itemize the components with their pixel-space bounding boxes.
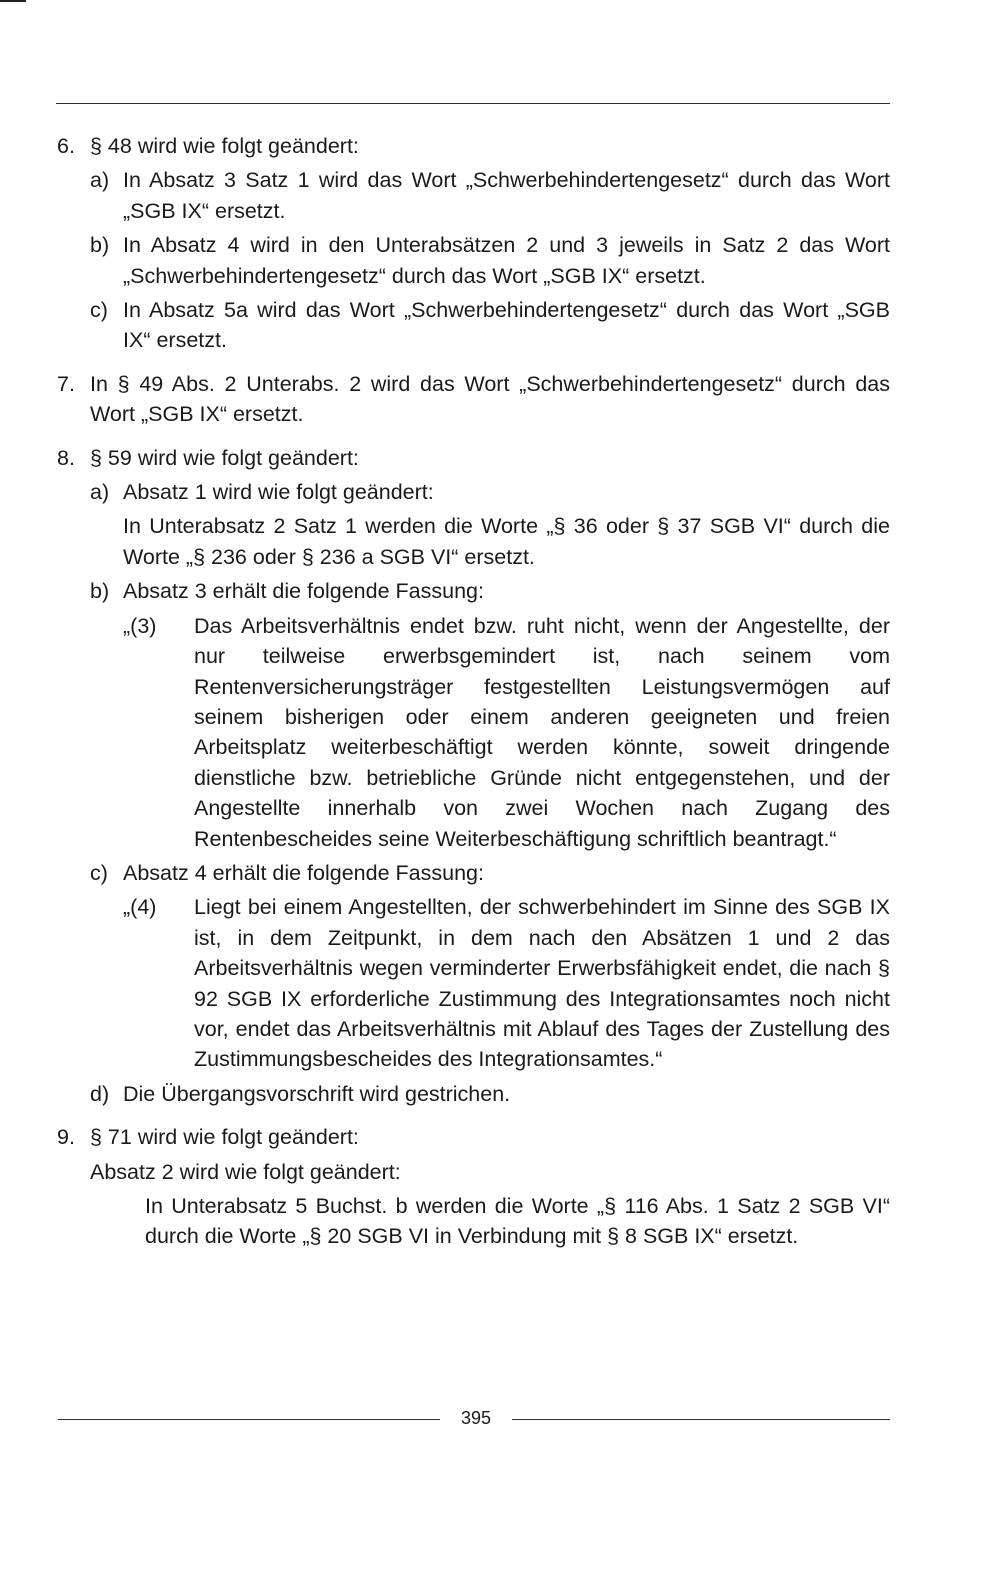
list-item-7 — [57, 369, 890, 430]
top-rule — [56, 103, 890, 104]
quote-text: Liegt bei einem Angestellten, der schwerbehindert im Sinne des SGB IX ist, in dem Zeitpunkt, in dem nach den Absätzen 1 und 2 das Arbeitsverhältnis wegen verminderter Erwerbsfähigkeit endet, die nach § 92 SGB IX erforderliche Zustimmung des Integrationsamtes noch nicht vor, endet das Arbeitsverhältnis mit Ablauf des Tages der Zustellung des Zustimmungsbescheides des Integrationsamtes.“ — [194, 895, 890, 1072]
quote-label: „(3) — [123, 613, 157, 638]
item-heading: § 59 wird wie folgt geändert: — [90, 445, 359, 470]
item-text: In § 49 Abs. 2 Unterabs. 2 wird das Wort „Schwerbehindertengesetz“ durch das Wort „SGB IX“ ersetzt. — [90, 371, 890, 427]
sub-label: c) — [90, 860, 108, 885]
sub-label: d) — [90, 1081, 110, 1106]
sub-text: Absatz 4 erhält die folgende Fassung: — [123, 860, 484, 885]
sub-body: In Unterabsatz 2 Satz 1 werden die Worte „§ 36 oder § 37 SGB VI“ durch die Worte „§ 236 oder § 236 a SGB VI“ ersetzt. — [123, 514, 890, 569]
sub-text: In Absatz 3 Satz 1 wird das Wort „Schwerbehindertengesetz“ durch das Wort „SGB IX“ ersetzt. — [123, 168, 890, 223]
item-heading: § 71 wird wie folgt geändert: — [90, 1125, 359, 1150]
list-item-6 — [57, 131, 890, 356]
sub-item-d — [90, 1079, 890, 1109]
sub-item-c — [90, 858, 890, 1075]
sub-text: Absatz 1 wird wie folgt geändert: — [123, 480, 434, 505]
item-number: 6. — [57, 134, 75, 158]
sub-text: Absatz 3 erhält die folgende Fassung: — [123, 579, 484, 604]
sub-text: In Absatz 4 wird in den Unterabsätzen 2 und 3 jeweils in Satz 2 das Wort „Schwerbehindertengesetz“ durch das Wort „SGB IX“ ersetzt. — [123, 233, 890, 288]
sub-label: b) — [90, 579, 110, 604]
item-body: In Unterabsatz 5 Buchst. b werden die Worte „§ 116 Abs. 1 Satz 2 SGB VI“ durch die Worte „§ 20 SGB VI in Verbindung mit § 8 SGB IX“ ersetzt. — [145, 1194, 890, 1249]
quoted-paragraph-3 — [123, 611, 890, 854]
quote-text: Das Arbeitsverhältnis endet bzw. ruht nicht, wenn der Angestellte, der nur teilweise erwerbsgemindert ist, nach seinem vom Rentenversicherungsträger festgestellten Leistungsvermögen auf seinem bisherigen oder einem anderen geeigneten und freien Arbeitsplatz weiterbeschäftigt werden könnte, soweit dringende dienstliche bzw. betriebliche Gründe nicht entgegenstehen, und der Angestellte innerhalb von zwei Wochen nach Zugang des Rentenbescheides seine Weiterbeschäftigung schriftlich beantragt.“ — [194, 613, 890, 851]
item-number: 8. — [57, 445, 75, 470]
corner-mark — [0, 0, 26, 2]
quoted-paragraph-4 — [123, 892, 890, 1074]
page-content — [57, 131, 890, 1252]
sub-item-c — [90, 295, 890, 356]
footer-rule-right — [512, 1419, 890, 1420]
item-heading: § 48 wird wie folgt geändert: — [90, 134, 359, 158]
sub-label: a) — [90, 480, 110, 505]
list-item-8 — [57, 443, 890, 1110]
sub-item-a — [90, 477, 890, 572]
quote-label: „(4) — [123, 895, 157, 920]
sub-label: a) — [90, 168, 110, 193]
sub-item-b — [90, 230, 890, 291]
sub-item-b — [90, 576, 890, 854]
sub-item-a — [90, 165, 890, 226]
sub-label: b) — [90, 233, 110, 258]
list-item-9 — [57, 1122, 890, 1252]
sub-text: Die Übergangsvorschrift wird gestrichen. — [123, 1081, 511, 1106]
sub-label: c) — [90, 298, 108, 323]
item-subheading: Absatz 2 wird wie folgt geändert: — [90, 1159, 401, 1184]
page-number: 395 — [460, 1408, 492, 1428]
item-number: 9. — [57, 1125, 75, 1150]
footer-rule-left — [58, 1419, 440, 1420]
item-number: 7. — [57, 371, 75, 396]
sub-text: In Absatz 5a wird das Wort „Schwerbehindertengesetz“ durch das Wort „SGB IX“ ersetzt. — [123, 298, 890, 353]
